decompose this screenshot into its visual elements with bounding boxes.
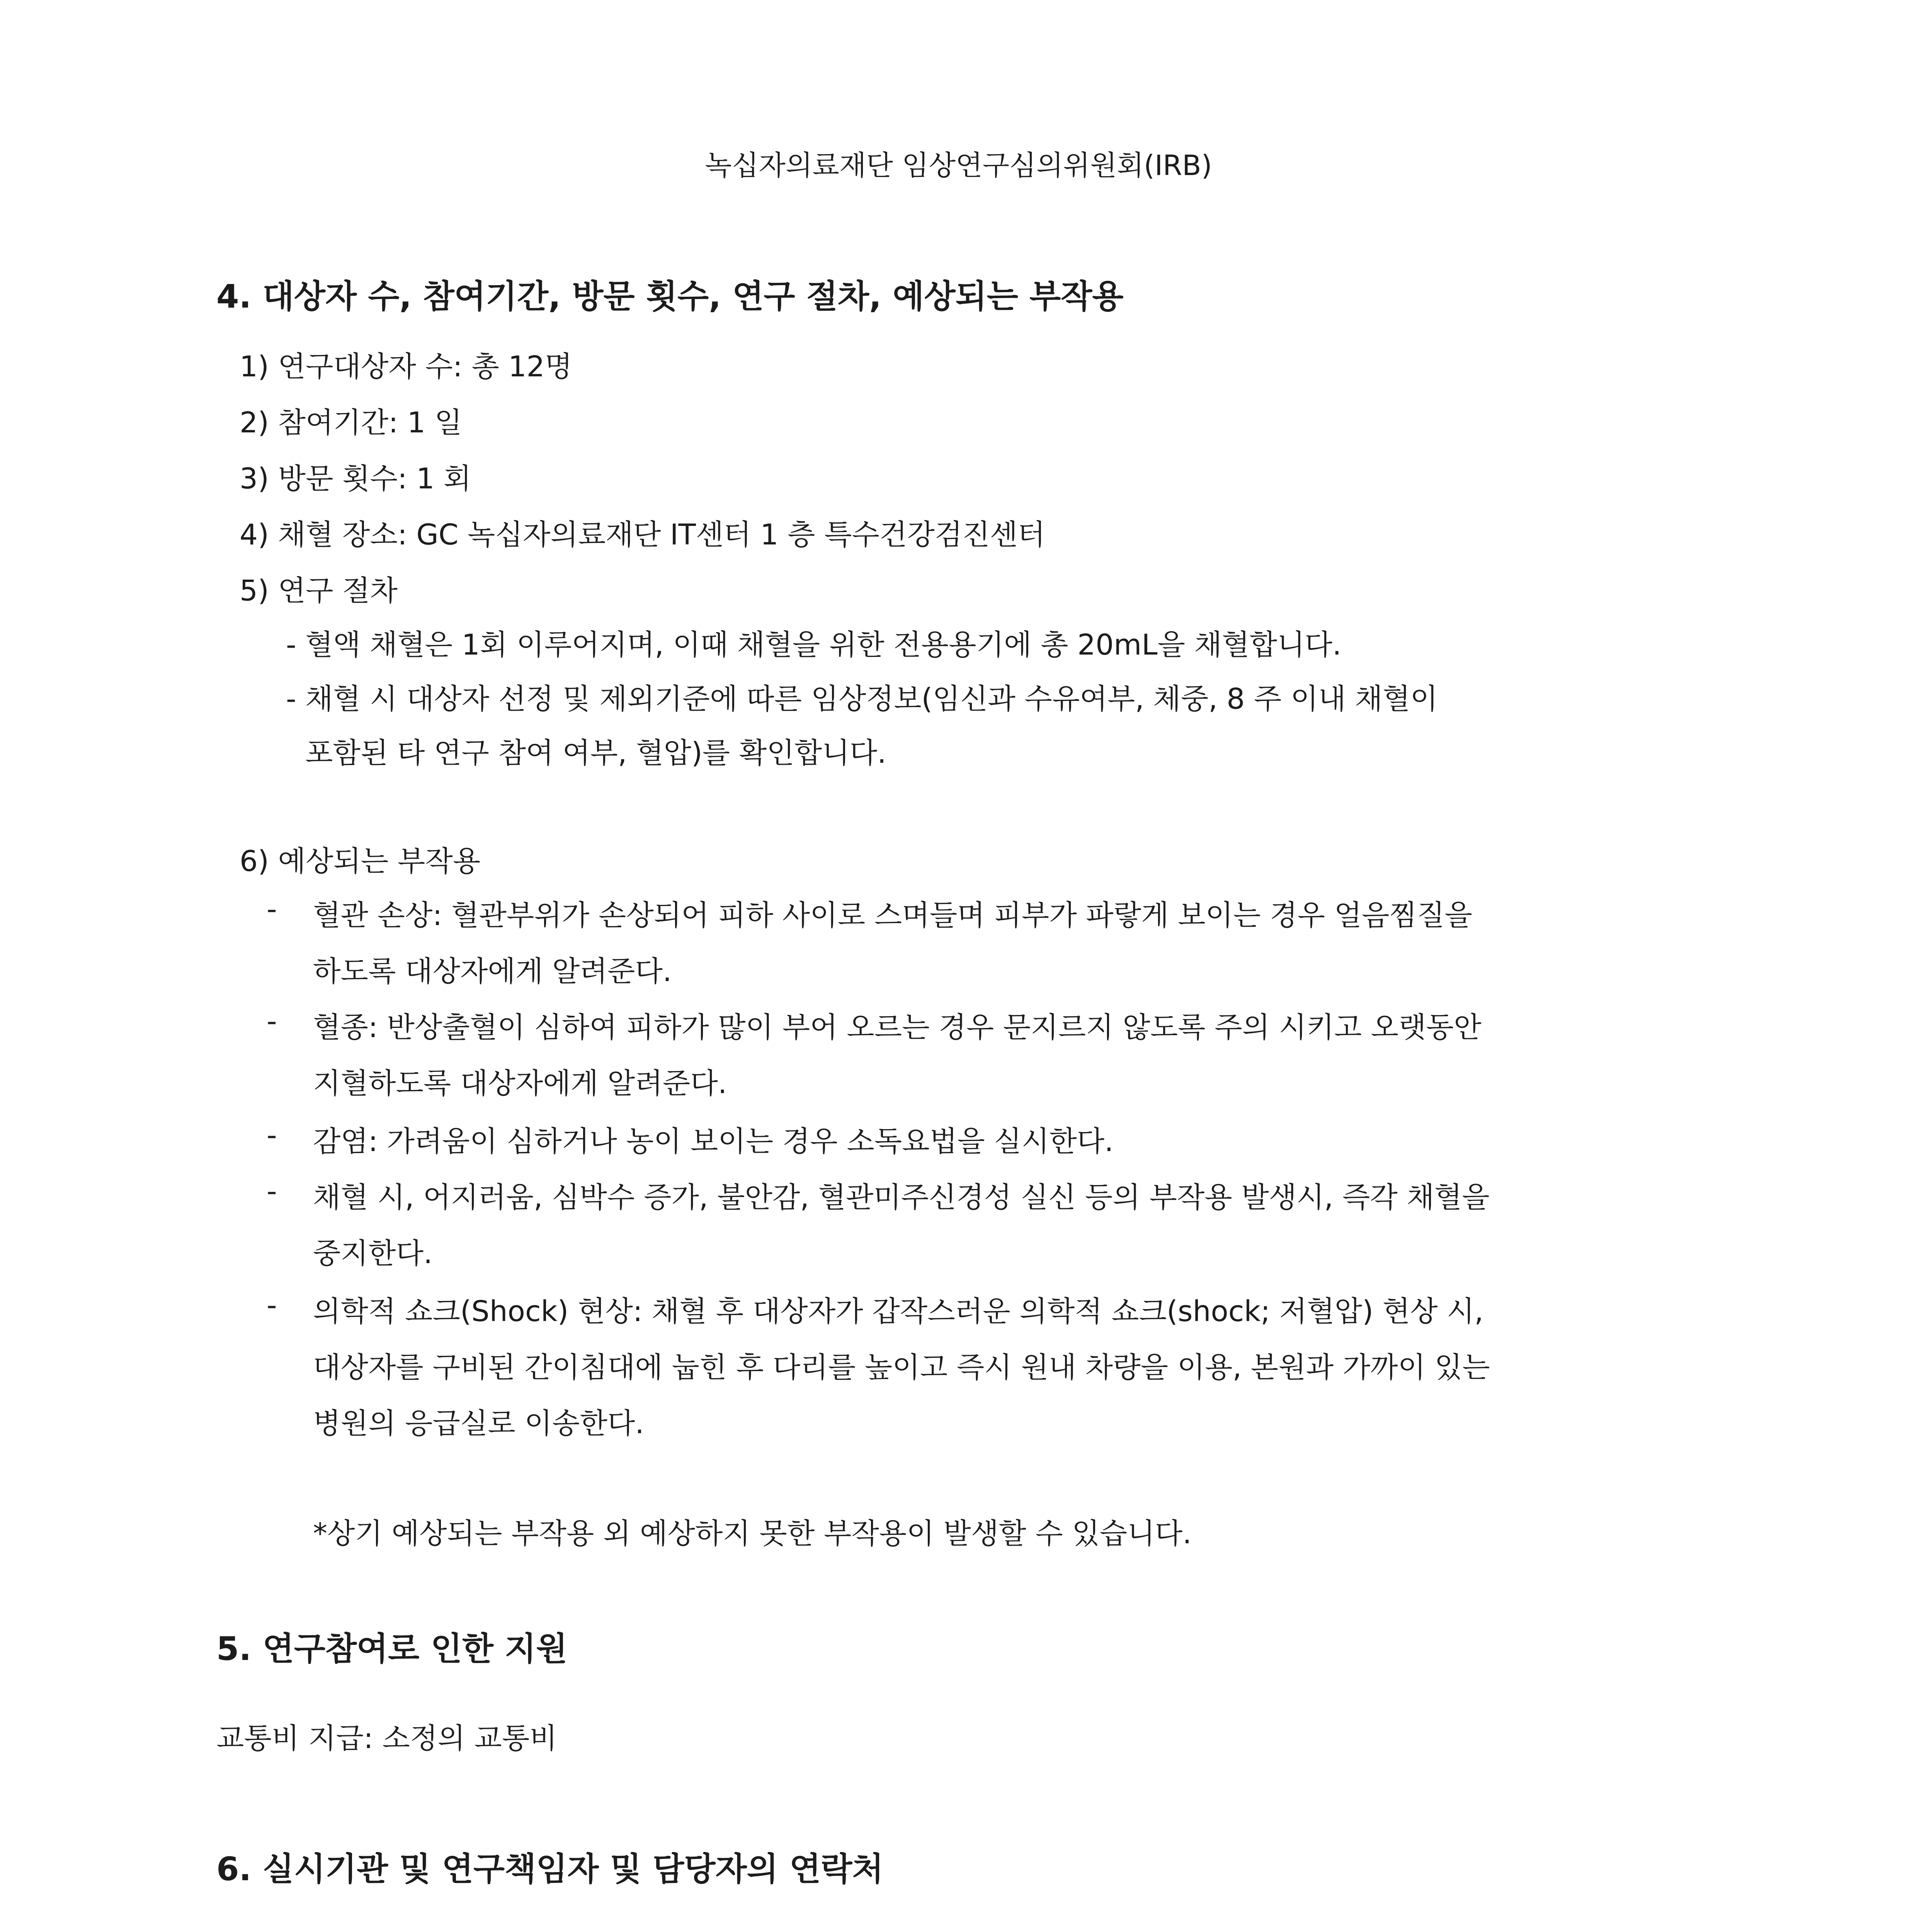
procedure-line: 포함된 타 연구 참여 여부, 혈압)를 확인합니다. — [305, 736, 886, 770]
side-effect-line: 대상자를 구비된 간이침대에 눕힌 후 다리를 높이고 즉시 원내 차량을 이용, 본원과 가까이 있는 — [313, 1351, 1490, 1384]
bullet: - — [267, 1175, 277, 1208]
bullet: - — [267, 893, 277, 926]
side-effect-line: 지혈하도록 대상자에게 알려준다. — [313, 1067, 727, 1100]
bullet: - — [267, 1005, 277, 1038]
side-effect-line: 감염: 가려움이 심하거나 농이 보이는 경우 소독요법을 실시한다. — [313, 1125, 1114, 1158]
side-effect-note: *상기 예상되는 부작용 외 예상하지 못한 부작용이 발생할 수 있습니다. — [313, 1517, 1192, 1550]
page-header: 녹십자의료재단 임상연구심의위원회(IRB) — [705, 149, 1212, 182]
participation-period: 2) 참여기간: 1 일 — [240, 406, 462, 439]
support-text: 교통비 지급: 소정의 교통비 — [216, 1722, 557, 1755]
procedure-line: - 혈액 채혈은 1회 이루어지며, 이때 채혈을 위한 전용용기에 총 20mL을 채혈합니다. — [286, 628, 1342, 662]
side-effect-line: 병원의 응급실로 이송한다. — [313, 1407, 644, 1440]
section4-title: 4. 대상자 수, 참여기간, 방문 횟수, 연구 절차, 예상되는 부작용 — [216, 277, 1124, 315]
side-effect-line: 하도록 대상자에게 알려준다. — [313, 955, 672, 988]
side-effects-heading: 6) 예상되는 부작용 — [240, 845, 481, 878]
section6-title: 6. 실시기관 및 연구책임자 및 담당자의 연락처 — [216, 1850, 884, 1888]
bullet: - — [267, 1119, 277, 1152]
side-effect-line: 혈관 손상: 혈관부위가 손상되어 피하 사이로 스며들며 피부가 파랗게 보이는 경우 얼음찜질을 — [313, 899, 1473, 932]
side-effect-line: 채혈 시, 어지러움, 심박수 증가, 불안감, 혈관미주신경성 실신 등의 부작용 발생시, 즉각 채혈을 — [313, 1181, 1490, 1214]
procedure-line: - 채혈 시 대상자 선정 및 제외기준에 따른 임상정보(임신과 수유여부, 체중, 8 주 이내 채혈이 — [286, 682, 1438, 716]
participant-count: 1) 연구대상자 수: 총 12명 — [240, 350, 573, 383]
side-effect-line: 혈종: 반상출혈이 심하여 피하가 많이 부어 오르는 경우 문지르지 않도록 주의 시키고 오랫동안 — [313, 1011, 1482, 1044]
bullet: - — [267, 1289, 277, 1322]
procedure-heading: 5) 연구 절차 — [240, 574, 398, 607]
collection-site: 4) 채혈 장소: GC 녹십자의료재단 IT센터 1 층 특수건강검진센터 — [240, 518, 1045, 551]
side-effect-line: 중지한다. — [313, 1237, 433, 1270]
side-effect-line: 의학적 쇼크(Shock) 현상: 채혈 후 대상자가 갑작스러운 의학적 쇼크(shock; 저혈압) 현상 시, — [313, 1295, 1484, 1328]
section5-title: 5. 연구참여로 인한 지원 — [216, 1630, 568, 1668]
visit-count: 3) 방문 횟수: 1 회 — [240, 462, 471, 495]
